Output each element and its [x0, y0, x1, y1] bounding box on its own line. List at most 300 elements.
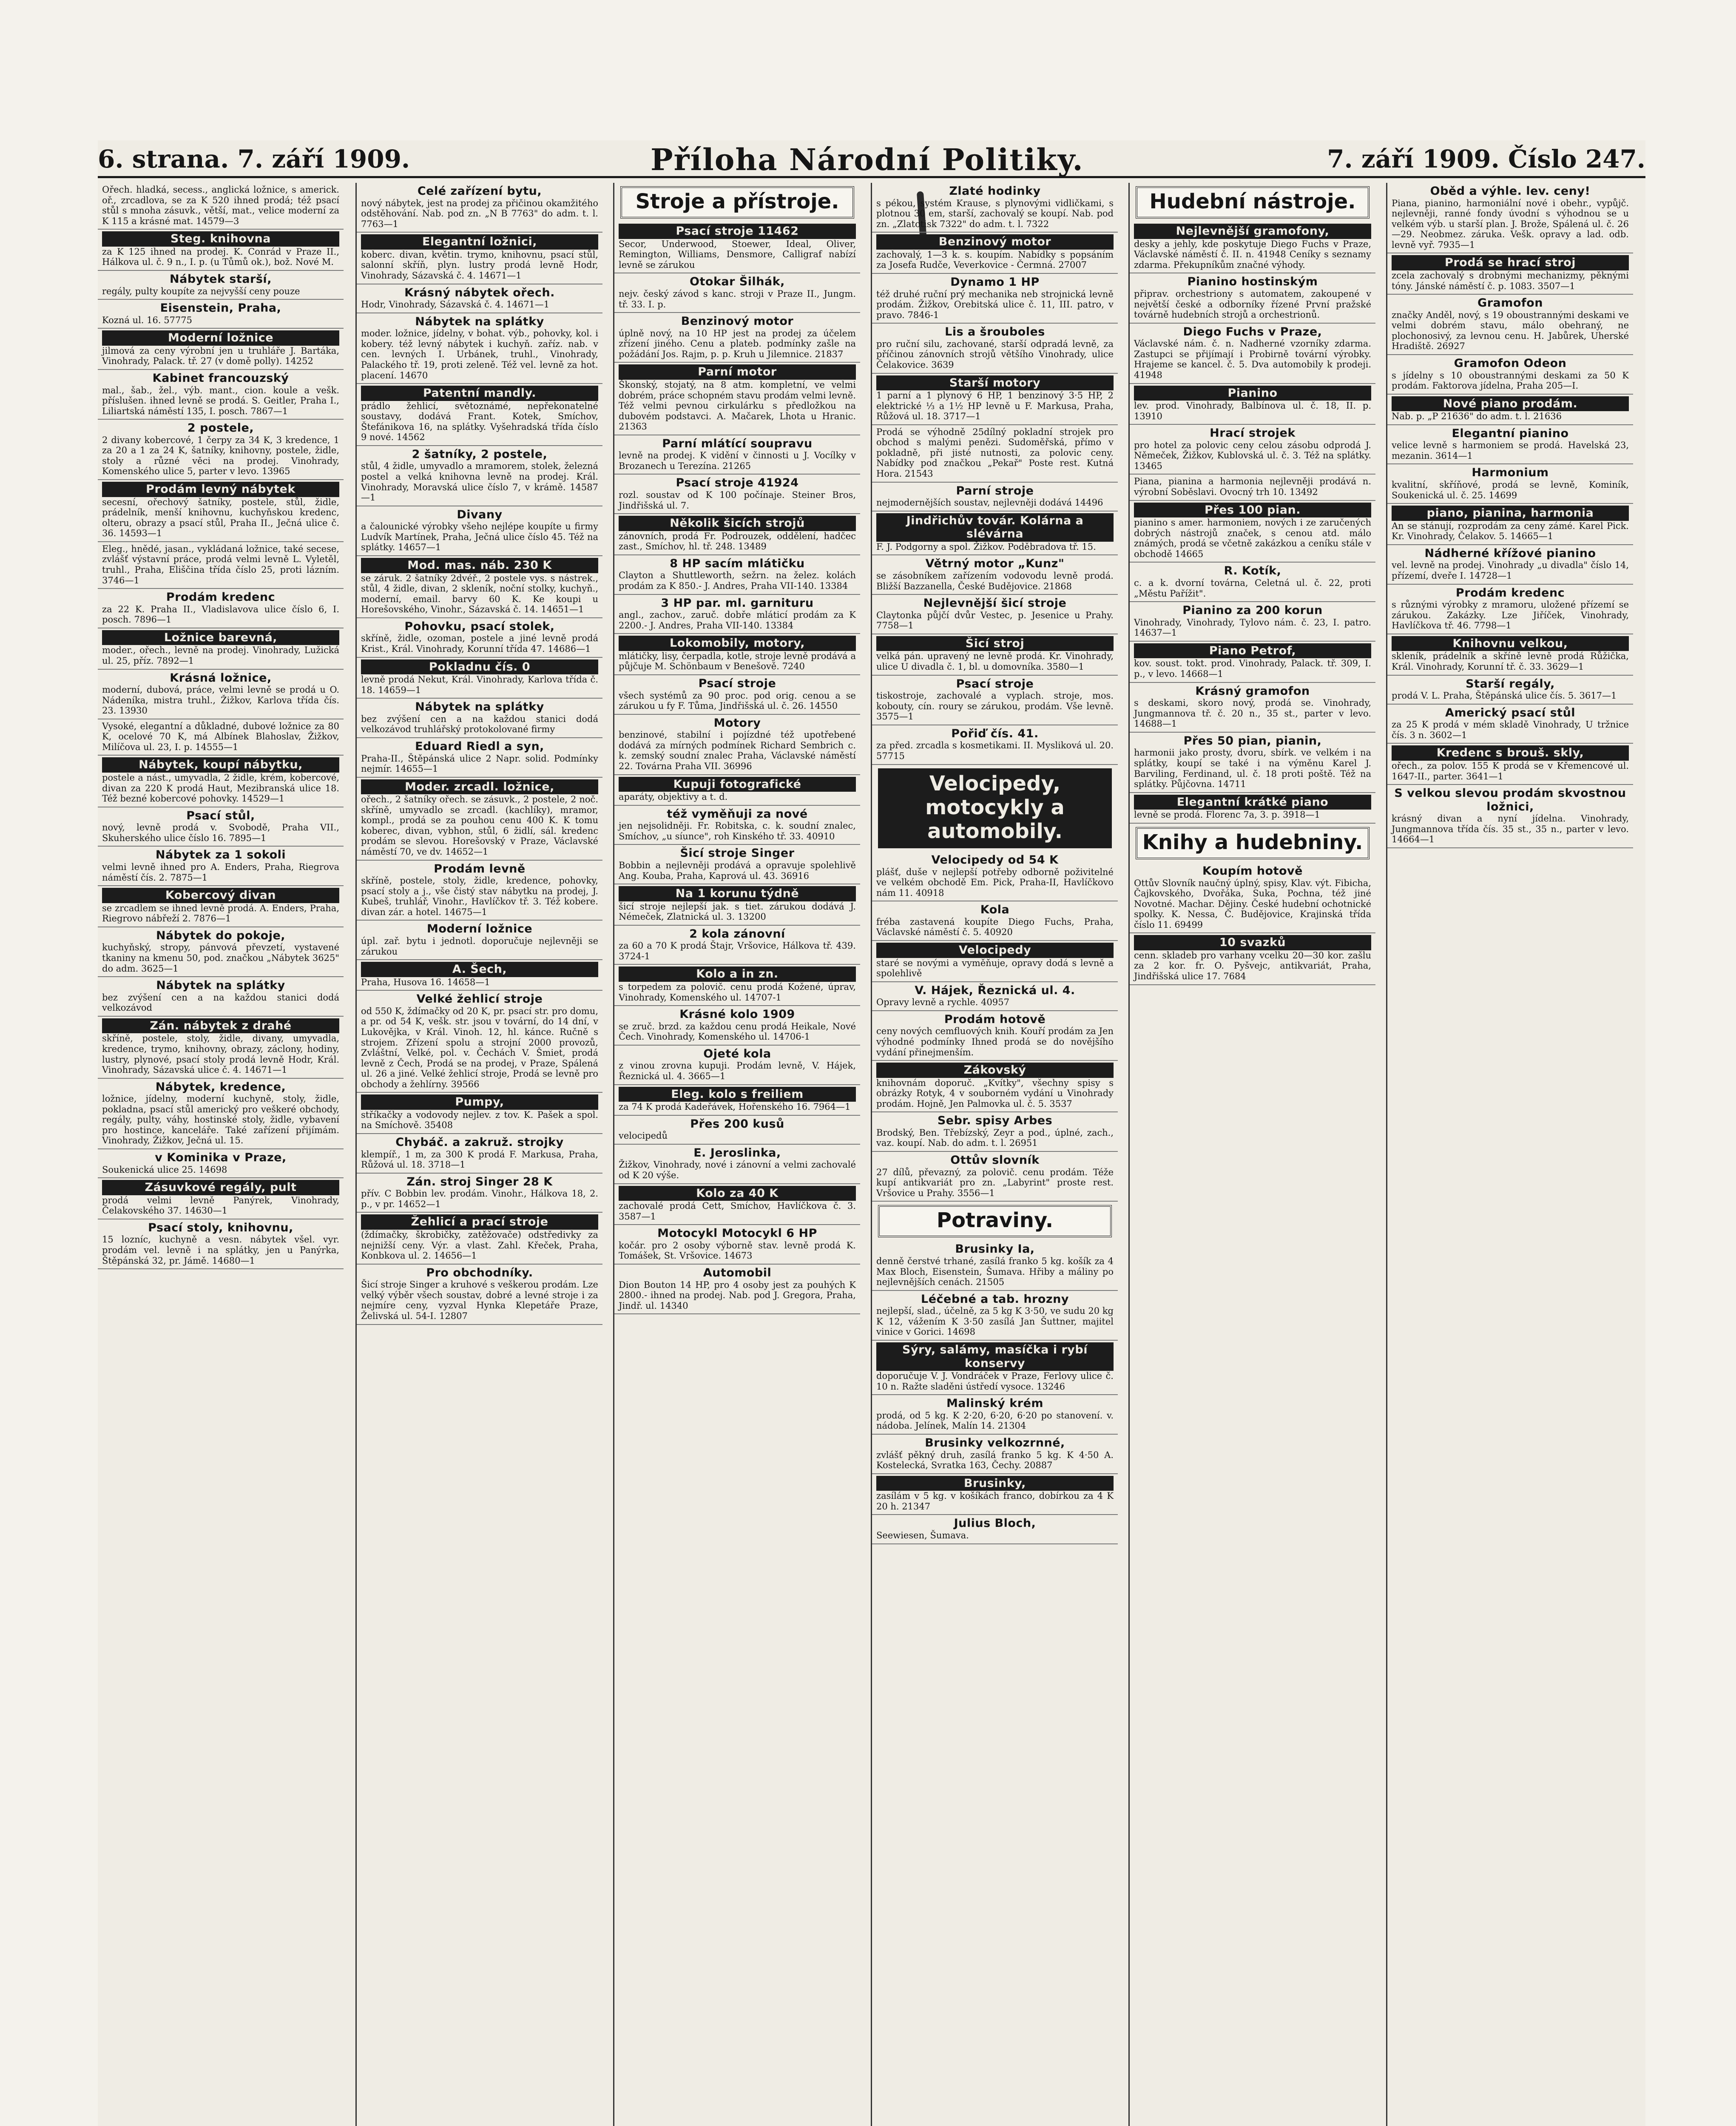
classified-ad	[614, 555, 860, 595]
classified-ad	[357, 960, 602, 991]
ad-headline: Parní mlátící soupravu	[662, 437, 813, 450]
ad-headline: Pro obchodníky.	[426, 1266, 533, 1279]
ad-headline: Šicí stroje Singer	[680, 847, 795, 860]
classified-ad	[872, 233, 1118, 274]
classified-ad	[614, 926, 860, 965]
ad-text: za 60 a 70 K prodá Štajr, Vršovice, Hálkova tř. 439. 3724-1	[619, 941, 856, 961]
classified-ad	[98, 480, 344, 542]
section-heading: Hudební nástroje.	[1136, 186, 1369, 219]
ad-text: nejlepší, slad., účelně, za 5 kg K 3·50, ve sudu 20 kg K 12, vážením K 3·50 zasílá Jan Šuttner, majitel vinice v Gorici. 14698	[876, 1306, 1114, 1337]
ad-headline: Eisenstein, Praha,	[160, 301, 281, 315]
ad-text: bez zvýšení cen a na každou stanici dodá velkozávod	[102, 992, 339, 1013]
ad-text: postele a nást., umyvadla, 2 židle, krém, kobercové, divan za 220 K prodá Haut, Mezibranská ulice 18. Též bezné kobercové pohovky. 14529—1	[102, 773, 339, 804]
classified-ad	[357, 699, 602, 738]
ad-text: bez zvýšení cen a na každou stanici dodá velkozávod truhlářský protokolované firmy	[361, 713, 598, 735]
ad-headline: Steg. knihovna	[102, 231, 339, 247]
ad-text: harmonii jako prosty, dvoru, sbírk. ve velkém i na splátky, koupí se také i na výměnu Karel J. Barviling, Ferdinand, ul. č. 18 proti poště. Též na splátky. Půjčovna. 14711	[1134, 748, 1371, 790]
ad-text: Prodá se výhodně 25dílný pokladní strojek pro obchod s malými penězi. Sudoměřská, přímo v pokladně, při jisté nutnosti, za polovic ceny. Nabídky pod značkou „Pekař" Poste rest. Kutná Hora. 21543	[876, 426, 1114, 479]
classified-ad	[357, 233, 602, 284]
ad-text: přív. C Bobbin lev. prodám. Vinohr., Hálkova 18, 2. p., v pr. 14652—1	[361, 1188, 598, 1209]
ad-headline: Pokladnu čís. 0	[361, 659, 598, 675]
classified-ad	[357, 618, 602, 658]
classified-ad	[614, 845, 860, 884]
ad-text: za K 125 ihned na prodej. K. Conrád v Praze II., Hálkova ul. č. 9 n., I. p. (u Tůmů ok.), bož. Nové M.	[102, 246, 339, 267]
ad-headline: Prodá se hrací stroj	[1392, 255, 1629, 270]
classified-ad	[98, 1017, 344, 1079]
ad-headline: V. Hájek, Řeznická ul. 4.	[915, 983, 1075, 997]
ad-text: 1 parní a 1 plynový 6 HP, 1 benzinový 3·5 HP, 2 elektrické ⅓ a 1½ HP levně u F. Markusa, Praha, Růžová ul. 18. 3717—1	[876, 390, 1114, 422]
classified-ad	[872, 483, 1118, 512]
classified-ad	[98, 628, 344, 670]
ad-text: kov. soust. tokt. prod. Vinohrady, Palack. tř. 309, I. p., v levo. 14668—1	[1134, 658, 1371, 679]
classified-ad	[357, 921, 602, 960]
ad-text: nejmodernějších soustav, nejlevněji dodává 14496	[876, 497, 1103, 508]
ad-text: Žižkov, Vinohrady, nové i zánovní a velmi zachovalé od K 20 výše.	[619, 1160, 856, 1181]
ad-headline: Velké žehlicí stroje	[416, 992, 543, 1006]
ad-text: nový, levně prodá v. Svobodě, Praha VII., Skuherského ulice číslo 16. 7895—1	[102, 822, 339, 843]
classified-ad	[357, 284, 602, 313]
classified-ad	[1387, 355, 1633, 395]
classified-ad	[872, 725, 1118, 765]
ad-headline: Nábytek na splátky	[415, 315, 544, 328]
ad-headline: 8 HP sacím mlátičku	[670, 557, 805, 570]
ad-text: se zruč. brzd. za každou cenu prodá Heikale, Nové Čech. Vinohrady, Komenského ul. 14706-1	[619, 1021, 856, 1042]
classified-ad	[872, 1112, 1118, 1152]
classified-ad	[357, 313, 602, 384]
classified-ad	[872, 901, 1118, 941]
ad-text: 27 dílů, převazný, za polovič. cenu prodám. Téže kupí antikvariát pro zn. „Labyrint" proste rest. Vršovice u Prahy. 3556—1	[876, 1167, 1114, 1198]
ad-text: za 22 K. Praha II., Vladislavova ulice číslo 6, I. posch. 7896—1	[102, 604, 339, 625]
classified-ad	[614, 806, 860, 845]
ad-text: připrav. orchestriony s automatem, zakoupené v největší české a odborníky řízené První pražské továrně hudebních strojů a orchestrionů.	[1134, 289, 1371, 320]
classified-ad	[614, 363, 860, 435]
ad-text: velocipedů	[619, 1131, 668, 1141]
classified-ad	[98, 1149, 344, 1178]
ad-text: rozl. soustav od K 100 počínaje. Steiner Bros, Jindřišská ul. 7.	[619, 490, 856, 511]
section-heading: Potraviny.	[878, 1205, 1112, 1237]
ad-headline: Motocykl Motocykl 6 HP	[657, 1227, 817, 1240]
ad-headline: Parní stroje	[956, 484, 1034, 497]
ad-text: tiskostroje, zachovalé a vyplach. stroje, mos. kobouty, cín. roury se zárukou, prodám. Vše levně. 3575—1	[876, 691, 1114, 722]
classified-ad	[872, 183, 1118, 233]
ad-headline: Pumpy,	[361, 1094, 598, 1110]
classified-ad	[614, 965, 860, 1006]
ad-headline: Nádherné křížové pianino	[1424, 546, 1596, 560]
ad-headline: Ottův slovník	[950, 1154, 1040, 1167]
ad-headline: Sebr. spisy Arbes	[937, 1114, 1053, 1128]
classified-ad	[1387, 253, 1633, 295]
ad-text: moder. ložnice, jídelny, v bohat. výb., pohovky, kol. i kobery. též levný nábytek i kuchyň. zaříz. nab. v cen. levných I. Urbánek, truhl., Vinohrady, Palackého tř. 19, proti zeleně. Též vel. levně za hot. placení. 14670	[361, 328, 598, 381]
ad-headline: S velkou slevou prodám skvostnou ložnici,	[1394, 787, 1626, 813]
ad-text: zachovalé prodá Cett, Smíchov, Havlíčkova č. 3. 3587—1	[619, 1201, 856, 1222]
classified-ad	[1387, 785, 1633, 848]
classified-ad	[357, 778, 602, 861]
classified-ad	[1387, 676, 1633, 705]
ad-headline: Šicí stroj	[876, 636, 1114, 651]
classified-ad	[872, 425, 1118, 483]
ad-headline: Oběd a výhle. lev. ceny!	[1430, 185, 1591, 198]
ad-headline: Nábytek za 1 sokoli	[155, 848, 286, 862]
ad-text: velká pán. upravený ne levně prodá. Kr. Vinohrady, ulice U divadla č. 1, bl. u domovníka. 3580—1	[876, 651, 1114, 672]
ad-headline: Prodám kredenc	[166, 591, 276, 604]
classified-ad	[98, 183, 344, 230]
ad-headline: Americký psací stůl	[1445, 706, 1576, 719]
ad-headline: Žehlicí a prací stroje	[361, 1214, 598, 1230]
ad-text: doporučuje V. J. Vondráček v Praze, Ferlovy ulice č. 10 n. Ražte sladěni ústředí vysoce. 13246	[876, 1371, 1114, 1392]
ad-text: aparáty, objektivy a t. d.	[619, 792, 728, 802]
ad-text: denně čerstvé trhané, zasílá franko 5 kg. košík za 4 Max Bloch, Eisenstein, Šumava. Hřiby a máliny po nejlevnějších cenách. 21505	[876, 1256, 1114, 1288]
ad-headline: Elegantní pianino	[1452, 426, 1569, 440]
ad-headline: Motory	[713, 716, 761, 730]
ad-text: c. a k. dvorní továrna, Celetná ul. č. 22, proti „Městu Pařížit".	[1134, 578, 1371, 599]
ad-text: Clayton a Shuttleworth, sežrn. na želez. kolách prodám za K 850.- J. Andres, Praha VII-140. 13384	[619, 570, 856, 591]
ad-headline: Zlaté hodinky	[949, 185, 1041, 198]
ad-headline: Zásuvkové regály, pult	[102, 1180, 339, 1195]
ad-headline: A. Šech,	[361, 962, 598, 977]
ad-headline: Lis a šrouboles	[945, 325, 1045, 339]
ad-text: úplně nový, na 10 HP jest na prodej za účelem zřízení jiného. Cenu a plateb. podmínky zašle na požádání Jos. Rajm, p. p. Kruh u Jilemnice. 21837	[619, 328, 856, 359]
ad-headline: Elegantní ložnici,	[361, 234, 598, 250]
classified-ad	[1130, 602, 1375, 642]
ad-text: ložnice, jídelny, moderní kuchyně, stoly, židle, pokladna, psací stůl americký pro veškeré obchody, regály, pulty, váhy, hostinské stoly, židle, vybavení pro hostince, kanceláře. Také zařízení přijímám. Vinohrady, Žižkov, Ječná ul. 15.	[102, 1094, 339, 1146]
classified-ad	[357, 1093, 602, 1134]
ad-headline: Sýry, salámy, masíčka i rybí konservy	[876, 1342, 1114, 1371]
ad-text: prodá V. L. Praha, Štěpánská ulice čís. 5. 3617—1	[1392, 691, 1617, 701]
ad-text: stříkačky a vodovody nejlev. z tov. K. Pašek a spol. na Smíchově. 35408	[361, 1109, 598, 1131]
ad-text: Vysoké, elegantní a důkladné, dubové ložnice za 80 K, ocelové 70 K, má Albínek Blahoslav, Žižkov, Milíčova ul. 23, I. p. 14555—1	[102, 721, 339, 752]
ad-text: fréba zastavená koupíte Diego Fuchs, Praha, Václavské náměstí č. 5. 40920	[876, 916, 1114, 938]
classified-ad	[614, 595, 860, 634]
classified-ad	[1130, 425, 1375, 475]
classified-ad	[872, 1241, 1118, 1290]
ad-headline: Nejlevnější šicí stroje	[923, 597, 1067, 610]
classified-ad	[98, 1219, 344, 1269]
ad-text: Soukenická ulice 25. 14698	[102, 1164, 227, 1175]
classified-ad	[357, 1134, 602, 1174]
ad-text: levně se prodá. Florenc 7a, 3. p. 3918—1	[1134, 810, 1320, 820]
ad-text: všech systémů za 90 proc. pod orig. cenou a se zárukou u fy F. Tůma, Jindřišská ul. č. 26. 14550	[619, 690, 856, 711]
classified-ad	[1387, 705, 1633, 744]
classified-ad	[98, 756, 344, 807]
ad-headline: Zán. nábytek z drahé	[102, 1018, 339, 1034]
ad-headline: Prodám kredenc	[1455, 586, 1565, 600]
ad-headline: Malinský krém	[946, 1397, 1044, 1410]
classified-ad	[614, 1265, 860, 1314]
ad-text: Brodský, Ben. Třebízský, Zeyr a pod., úplné, zach., vaz. koupí. Nab. do adm. t. l. 26951	[876, 1127, 1114, 1148]
classified-ad	[614, 1046, 860, 1085]
ad-headline: Mod. mas. náb. 230 K	[361, 558, 598, 573]
ad-text: za 74 K prodá Kadeřávek, Hořenského 16. 7964—1	[619, 1102, 851, 1112]
ad-headline: Kola	[980, 903, 1010, 917]
column-3	[613, 183, 860, 2126]
ad-headline: Na 1 korunu týdně	[619, 886, 856, 901]
ad-headline: Parní motor	[619, 364, 856, 380]
classified-ad	[98, 1178, 344, 1219]
ad-headline: Gramofon Odeon	[1454, 356, 1567, 370]
ad-text: F. J. Podgorny a spol. Žižkov. Poděbradova tř. 15.	[876, 541, 1096, 552]
ad-headline: Léčebné a tab. hrozny	[921, 1292, 1069, 1306]
ad-text: Hodr, Vinohrady, Sázavská č. 4. 14671—1	[361, 299, 550, 310]
ad-headline: 2 postele,	[187, 421, 254, 435]
ad-text: Seewiesen, Šumava.	[876, 1530, 969, 1540]
classified-ad	[1130, 475, 1375, 500]
header-title: Příloha Národní Politiky.	[651, 142, 1084, 177]
column-6	[1386, 183, 1633, 2126]
ad-headline: Kredenc s brouš. skly,	[1392, 745, 1629, 761]
ad-text: Šicí stroje Singer a kruhové s veškerou prodám. Lze velký výběr všech soustav, dobré a levné stroje i za nejmíre ceny, vyzval Hynka Klepetáře Praze, Želivská ul. 54-I. 12807	[361, 1279, 598, 1321]
classified-ad	[614, 273, 860, 313]
ad-headline: R. Kotík,	[1224, 564, 1281, 578]
ad-headline: Starší motory	[876, 375, 1114, 391]
ad-headline: Prodám hotově	[944, 1012, 1046, 1026]
ad-text: s torpedem za polovič. cenu prodá Kožené, úprav, Vinohrady, Komenského ul. 14707-1	[619, 982, 856, 1003]
ad-text: skříně, židle, ozoman, postele a jiné levně prodá Krist., Král. Vinohrady, Korunní třída 47. 14686—1	[361, 633, 598, 654]
ad-headline: Kabinet francouzský	[152, 371, 289, 385]
classified-ad	[614, 634, 860, 675]
classified-ad	[98, 300, 344, 329]
ad-text: pro ruční silu, zachované, starší odpradá levně, za příčinou zánovních strojů většího Vinohrady, ulice Čelakovice. 3639	[876, 338, 1114, 370]
ad-headline: Diego Fuchs v Praze,	[1183, 325, 1322, 338]
ad-text: skříně, postele, stoly, židle, divany, umyvadla, kredence, trymo, knihovny, obrazy, záclony, hodiny, lustry, plynové, psací stoly prodá levně Hodr, Král. Vinohrady, Sázavská ulice č. 4. 14671—1	[102, 1033, 339, 1075]
ad-text: An se stánují, rozprodám za ceny zámé. Karel Pick. Kr. Vinohrady, Čelakov. 5. 14665—1	[1392, 520, 1629, 542]
classified-ad	[614, 715, 860, 775]
classified-ad	[98, 886, 344, 927]
classified-ad	[1387, 295, 1633, 355]
classified-ad	[614, 775, 860, 806]
section-heading: Stroje a přístroje.	[620, 186, 854, 219]
ad-text: zcela zachovalý s drobnými mechanizmy, pěknými tóny. Jánské náměstí č. p. 1083. 3507—1	[1392, 270, 1629, 291]
ad-headline: Divany	[457, 508, 503, 521]
classified-ad	[1130, 501, 1375, 563]
ad-text: Piana, pianino, harmoniální nové i obehr., vypůjč. nejlevněji, ranné fondy úvodní s výhodnou se u velkém výb. u starší plan. J. Brože, Spálená ul. č. 26—29. Neobmez. záruka. Vešk. opravy a lad. odb. levně vyř. 7935—1	[1392, 198, 1629, 250]
ad-headline: Nábytek na splátky	[156, 979, 285, 992]
ad-headline: též vyměňuji za nové	[667, 807, 808, 821]
ad-text: benzinové, stabilní i pojízdné též upotřebené dodává za mírných podmínek Richard Sembrich c. k. zemský soudní znalec Praha, Václavské náměstí 22. Továrna Praha VII. 36996	[619, 730, 856, 771]
ad-headline: 2 šatníky, 2 postele,	[412, 447, 548, 461]
header-date-left: 6. strana. 7. září 1909.	[98, 145, 410, 173]
ad-text: Dion Bouton 14 HP, pro 4 osoby jest za pouhých K 2800.- ihned na prodej. Nab. pod J. Gregora, Praha, Jindř. ul. 14340	[619, 1279, 856, 1311]
ad-text: za před. zrcadla s kosmetikami. II. Mysliková ul. 20. 57715	[876, 740, 1114, 761]
ad-text: šicí stroje nejlepší jak. s tiet. zárukou dodává J. Némeček, Zlatnická ul. 3. 13200	[619, 901, 856, 922]
ad-text: plášť, duše v nejlepší potřeby odborně poživitelné ve velkém obchodě Em. Pick, Praha-II, Havlíčkovo nám 11. 40918	[876, 867, 1114, 898]
classified-ad	[357, 738, 602, 778]
classified-ad	[872, 634, 1118, 676]
ad-headline: Lokomobily, motory,	[619, 636, 856, 651]
ad-text: zasílám v 5 kg. v košíkách franco, dobírkou za 4 K 20 h. 21347	[876, 1491, 1114, 1512]
classified-ad	[614, 313, 860, 363]
ad-text: levně prodá Nekut, Král. Vinohrady, Karlova třída č. 18. 14659—1	[361, 674, 598, 695]
classified-ad	[614, 675, 860, 715]
ad-text: též druhé ruční prý mechanika neb strojnická levně prodám. Žižkov, Orebitská ulice č. 11, III. patro, v pravo. 7846-1	[876, 289, 1114, 320]
ad-text: úpl. zař. bytu i jednotl. doporučuje nejlevněji se zárukou	[361, 935, 598, 957]
ad-headline: Prodám levně	[434, 862, 526, 875]
ad-headline: Krásné kolo 1909	[679, 1008, 795, 1021]
ad-text: ořech., 2 šatníky ořech. se zásuvk., 2 postele, 2 noč. skříně, umyvadlo se zrcadl. (kachlíky), mramor, kompl., prodá se za pouhou cenu 400 K. K tomu koberec, divan, vybhon, stůl, 6 židlí, sál. kredenc prodám se slevou. Horešovský v Praze, Václavské náměstí 70, ve dv. 14652—1	[361, 794, 598, 857]
classified-ad	[1130, 933, 1375, 985]
classified-ad	[98, 927, 344, 977]
ad-text: velice levně s harmoniem se prodá. Havelská 23, mezanin. 3614—1	[1392, 440, 1629, 461]
classified-ad	[1130, 863, 1375, 933]
ad-text: se zásobníkem zařízením vodovodu levně prodá. Bližší Bazzanella, České Budějovice. 21868	[876, 571, 1114, 591]
ad-headline: Moder. zrcadl. ložnice,	[361, 779, 598, 795]
ad-headline: Nábytek na splátky	[415, 700, 544, 714]
ad-headline: Gramofon	[1477, 296, 1543, 310]
ad-headline: Brusinky velkozrnné,	[925, 1436, 1065, 1450]
classified-ad	[1387, 425, 1633, 465]
ad-headline: Kolo a in zn.	[619, 966, 856, 982]
ad-text: skleník, prádelník a skříně levně prodá Růžička, Král. Vinohrady, Korunní tř. č. 33. 3629—1	[1392, 651, 1629, 672]
ad-text: Eleg., hnědé, jasan., vykládaná ložnice, také secese, zvlášť výstavní práce, prodá velmi levně L. Vyletěl, truhl., Praha, Eliščina třída číslo 25, proti lázním. 3746—1	[102, 543, 339, 586]
classified-ad	[1130, 563, 1375, 602]
ad-headline: 3 HP par. ml. garnituru	[661, 596, 814, 610]
ad-headline: Psací stůl,	[186, 809, 255, 822]
ad-text: Kozná ul. 16. 57775	[102, 315, 193, 325]
ad-headline: Pianino	[1134, 386, 1371, 401]
classified-ad	[98, 589, 344, 628]
ad-text: mlátičky, lisy, čerpadla, kotle, stroje levně prodává a půjčuje M. Schönbaum v Benešově. 7240	[619, 651, 856, 672]
ad-text: zánovních, prodá Fr. Podrouzek, oddělení, hadčec zast., Smíchov, hl. tř. 248. 13489	[619, 531, 856, 552]
classified-ad	[872, 982, 1118, 1011]
ad-headline: Brusinky Ia,	[955, 1242, 1035, 1256]
classified-ad	[872, 1395, 1118, 1435]
classified-ad	[1387, 545, 1633, 585]
ad-text: jilmová za ceny výrobní jen u truhláře J. Bartáka, Vinohrady, Palack. tř. 27 (v domě polly). 14252	[102, 345, 339, 367]
ad-text: se záruk. 2 šatníky 2dvéř., 2 postele vys. s nástrek., stůl, 4 židle, divan, 2 skleník, noční stolky, kuchyň., moderní, email. barvy 60 K. Ke koupi u Horešovského, Vinohr., Sázavská č. 14. 14651—1	[361, 573, 598, 615]
classified-ad	[614, 1085, 860, 1116]
classified-ad	[1130, 642, 1375, 683]
ad-text: levně na prodej. K vidění v činnosti u J. Vocílky v Brozanech u Terezína. 21265	[619, 450, 856, 471]
ad-text: Nab. p. „P 21636" do adm. t. l. 21636	[1392, 411, 1562, 422]
ad-headline: Přes 100 pian.	[1134, 503, 1371, 518]
ad-headline: Psací stoly, knihovnu,	[148, 1221, 293, 1234]
ad-headline: Benzinový motor	[681, 315, 794, 328]
classified-ad	[98, 977, 344, 1017]
ad-headline: Psací stroje	[698, 677, 776, 690]
ad-headline: Julius Bloch,	[954, 1517, 1036, 1530]
classified-ad	[872, 274, 1118, 324]
classified-ad	[872, 1474, 1118, 1515]
classified-ad	[98, 230, 344, 271]
classified-ad	[357, 991, 602, 1093]
ad-text: 15 lozníc, kuchyně a vesn. nábytek všel. vyr. prodám vel. levně i na splátky, jen u Panýrka, Štěpánská 32, pr. Jámě. 14680—1	[102, 1234, 339, 1266]
ad-text: (ždímačky, škrobičky, zatěžovače) odstředivky za nejnižší ceny. Výr. a vlast. Zahl. Křeček, Praha, Konbkova ul. 2. 14656—1	[361, 1230, 598, 1261]
classified-ad	[872, 1515, 1118, 1544]
ad-text: velmi levně ihned pro A. Enders, Praha, Riegrova náměstí čís. 2. 7875—1	[102, 862, 339, 883]
classified-ad	[614, 475, 860, 514]
column-1	[98, 183, 344, 2126]
ad-headline: Krásný nábytek ořech.	[404, 286, 555, 299]
ad-text: angl., zachov., zaruč. dobře mláticí prodám za K 2200.- J. Andres, Praha VII-140. 13384	[619, 610, 856, 631]
classified-ad	[872, 324, 1118, 373]
classified-ad	[614, 1116, 860, 1145]
ad-text: Piana, pianina a harmonia nejlevněji prodává n. výrobní Soběslavi. Ovocný trh 10. 13492	[1134, 476, 1371, 497]
ad-text: za 25 K prodá v mém skladě Vinohrady, U tržnice čís. 3 n. 3602—1	[1392, 719, 1629, 740]
ad-headline: Nábytek do pokoje,	[156, 929, 286, 942]
classified-ad	[98, 1079, 344, 1149]
column-5	[1128, 183, 1375, 2126]
classified-ad	[357, 1265, 602, 1325]
classified-ad	[872, 512, 1118, 556]
classified-ad	[1387, 464, 1633, 504]
classified-ad	[98, 719, 344, 756]
ad-headline: Nábytek, kredence,	[155, 1080, 286, 1094]
ad-headline: Přes 50 pian, pianin,	[1183, 734, 1322, 748]
ad-text: Secor, Underwood, Stoewer, Ideal, Oliver, Remington, Williams, Densmore, Calligraf nabízí levně se zárukou	[619, 239, 856, 270]
ad-text: zachovalý, 1—3 k. s. koupím. Nabídky s popsáním za Josefa Rudče, Veverkovice - Čermná. 27007	[876, 249, 1114, 270]
column-2	[355, 183, 602, 2126]
ad-text: pro hotel za polovic ceny celou zásobu odprodá J. Němeček, Žižkov, Kublovská ul. č. 3. Též na splátky. 13465	[1134, 440, 1371, 471]
classified-ad	[357, 183, 602, 233]
ad-headline: 10 svazků	[1134, 935, 1371, 950]
ad-headline: Moderní ložnice	[426, 922, 533, 936]
ad-headline: Kupuji fotografické	[619, 777, 856, 792]
ad-headline: E. Jeroslinka,	[693, 1146, 781, 1160]
classified-ad	[98, 847, 344, 886]
ad-text: krásný divan a nyní jídelna. Vinohrady, Jungmannova třída čís. 35 st., 35 n., parter v levo. 14664—1	[1392, 813, 1629, 845]
ad-text: zvlášť pěkný druh, zasílá franko 5 kg. K 4·50 A. Kostelecká, Svratka 163, Čechy. 20887	[876, 1450, 1114, 1471]
classified-ad	[614, 222, 860, 273]
ad-headline: Nábytek starší,	[170, 272, 272, 286]
ad-text: kuchyňský, stropy, pánvová převzetí, vystavené tkaniny na kmenu 50, pod. značkou „Nábytek 3625" do adm. 3625—1	[102, 942, 339, 974]
ad-text: Opravy levně a rychle. 40957	[876, 997, 1009, 1008]
ad-headline: Psací stroje	[956, 677, 1034, 691]
ad-text: Ořech. hladká, secess., anglická ložnice, s americk. oř., zrcadlova, se za K 520 ihned prodá; též psací stůl s mnoha zásuvk., větší, mat., velice moderní za K 115 a krásné mat. 14579—3	[102, 185, 339, 226]
ad-headline: Chybáč. a zakruž. strojky	[395, 1136, 564, 1149]
ad-headline: Ložnice barevná,	[102, 630, 339, 645]
ad-text: Praha, Husova 16. 14658—1	[361, 977, 490, 987]
ad-headline: Moderní ložnice	[102, 330, 339, 346]
ad-headline: Automobil	[703, 1266, 772, 1279]
ad-text: prodá, od 5 kg. K 2·20, 6·20, 6·20 po stanovení. v. nádoba. Jelínek, Malín 14. 21304	[876, 1410, 1114, 1431]
ad-text: Bobbin a nejlevněji prodává a opravuje spolehlivě Ang. Kouba, Praha, Kaprová ul. 43. 36916	[619, 860, 856, 881]
classified-ad	[1387, 183, 1633, 253]
ad-headline: Brusinky,	[876, 1476, 1114, 1491]
classified-ad	[614, 435, 860, 475]
classified-ad	[98, 271, 344, 300]
ad-headline: 2 kola zánovní	[689, 927, 785, 941]
ad-headline: Eleg. kolo s freiliem	[619, 1087, 856, 1102]
ad-text: prádlo žehlicí, světoznámé, nepřekonatelné soustavy, dodává Frant. Kotek, Smíchov, Štefánikova 16, na splátky. Vyšehradská třída číslo 9 nové. 14562	[361, 401, 598, 443]
ad-headline: Prodám levný nábytek	[102, 482, 339, 497]
ad-text: Václavské nám. č. n. Nadherné vzorníky zdarma. Zastupci se přijímají i Probirně tovární výrobky. Hrajeme se kancel. č. 5. Dva automobily k prodeji. 41948	[1134, 338, 1371, 380]
ad-text: regály, pulty koupíte za nejvyšší ceny pouze	[102, 286, 300, 296]
classified-ad	[1130, 222, 1375, 273]
classified-ad	[1387, 634, 1633, 676]
classified-ad	[357, 1174, 602, 1213]
ad-text: kočár. pro 2 osoby výborně stav. levně prodá K. Tomášek, St. Vršovice. 14673	[619, 1240, 856, 1261]
classified-ad	[98, 670, 344, 719]
ad-text: z vinou zrovna kupuji. Prodám levně, V. Hájek, Řeznická ul. 4. 3665—1	[619, 1060, 856, 1082]
ad-columns	[98, 183, 1645, 2126]
ad-headline: Zán. stroj Singer 28 K	[406, 1175, 553, 1188]
ad-headline: Psací stroje 11462	[619, 224, 856, 239]
header-issue: 7. září 1909. Číslo 247.	[1327, 145, 1645, 173]
classified-ad	[1130, 273, 1375, 323]
ad-text: Claytonka půjčí dvůr Vestec, p. Jesenice u Prahy. 7758—1	[876, 610, 1114, 631]
ad-headline: Pianino hostinským	[1187, 275, 1318, 289]
classified-ad	[98, 420, 344, 480]
ad-headline: Jindřichův továr. Kolárna a slévárna	[876, 513, 1114, 542]
classified-ad	[357, 384, 602, 446]
page-header	[98, 140, 1645, 178]
ad-text: secesní, ořechový šatníky, postele, stůl, židle, prádelník, menší knihovnu, kuchyňskou kredenc, olteru, obrazy a psací stůl, Praha II., Ječná ulice č. 36. 14593—1	[102, 497, 339, 539]
ad-text: knihovnám doporuč. „Kvítky", všechny spisy s obrázky Rotyk, 4 v souborném vydání u Vinohrady prodám. Hojně, Jen Palmovka ul. č. 5. 3537	[876, 1077, 1114, 1109]
ad-headline: Velocipedy od 54 K	[931, 853, 1059, 867]
classified-ad	[357, 658, 602, 699]
ad-text: Praha-II., Štěpánská ulice 2 Napr. solid. Podmínky nejmír. 14655—1	[361, 753, 598, 774]
classified-ad	[357, 1213, 602, 1264]
ad-headline: Piano Petrof,	[1134, 643, 1371, 659]
